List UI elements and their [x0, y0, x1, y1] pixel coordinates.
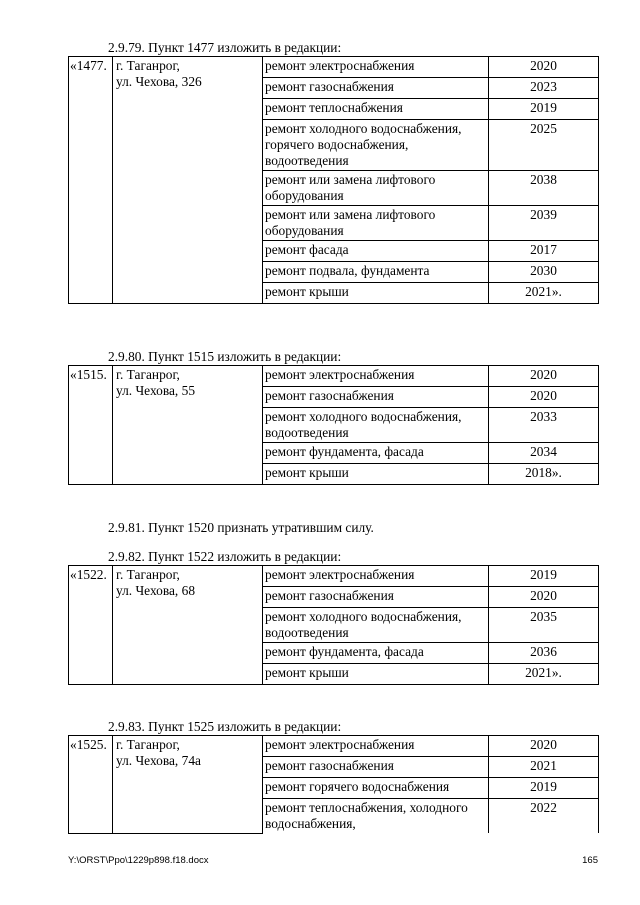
- work-cell: ремонт холодного водоснабжения, водоотведения: [263, 608, 489, 643]
- work-cell: ремонт газоснабжения: [263, 757, 489, 778]
- year-cell: 2021».: [489, 664, 599, 685]
- work-cell: ремонт электроснабжения: [263, 566, 489, 587]
- item-number: «1477.: [69, 57, 113, 304]
- work-cell: ремонт крыши: [263, 664, 489, 685]
- work-cell: ремонт фасада: [263, 241, 489, 262]
- year-cell: 2021: [489, 757, 599, 778]
- year-cell: 2035: [489, 608, 599, 643]
- work-cell: ремонт фундамента, фасада: [263, 443, 489, 464]
- item-number: «1515.: [69, 366, 113, 485]
- year-cell: 2020: [489, 57, 599, 78]
- work-cell: ремонт подвала, фундамента: [263, 262, 489, 283]
- address-street: ул. Чехова, 74а: [116, 753, 201, 768]
- year-cell: 2034: [489, 443, 599, 464]
- repair-schedule-table: [68, 56, 599, 304]
- work-cell: ремонт электроснабжения: [263, 57, 489, 78]
- year-cell: 2020: [489, 387, 599, 408]
- year-cell: 2023: [489, 78, 599, 99]
- year-cell: 2019: [489, 566, 599, 587]
- work-cell: ремонт электроснабжения: [263, 366, 489, 387]
- year-cell: 2039: [489, 206, 599, 241]
- address-city: г. Таганрог,: [116, 367, 180, 382]
- year-cell: 2021».: [489, 283, 599, 304]
- address-street: ул. Чехова, 326: [116, 74, 202, 89]
- table-row: [69, 366, 599, 387]
- work-cell: ремонт фундамента, фасада: [263, 643, 489, 664]
- year-cell: 2033: [489, 408, 599, 443]
- item-number: «1525.: [69, 736, 113, 834]
- section-heading: 2.9.79. Пункт 1477 изложить в редакции:: [108, 40, 342, 55]
- work-cell: ремонт газоснабжения: [263, 587, 489, 608]
- work-cell: ремонт газоснабжения: [263, 78, 489, 99]
- table-row: [69, 736, 599, 757]
- work-cell: ремонт теплоснабжения: [263, 99, 489, 120]
- year-cell: 2017: [489, 241, 599, 262]
- year-cell: 2025: [489, 120, 599, 171]
- table-row: [69, 566, 599, 587]
- year-cell: 2036: [489, 643, 599, 664]
- year-cell: 2020: [489, 587, 599, 608]
- section-heading: 2.9.82. Пункт 1522 изложить в редакции:: [108, 549, 342, 564]
- item-number: «1522.: [69, 566, 113, 685]
- address-street: ул. Чехова, 55: [116, 383, 196, 398]
- address-street: ул. Чехова, 68: [116, 583, 196, 598]
- work-cell: ремонт крыши: [263, 283, 489, 304]
- year-cell: 2030: [489, 262, 599, 283]
- work-cell: ремонт теплоснабжения, холодного водоснабжения,: [263, 799, 489, 834]
- year-cell: 2038: [489, 171, 599, 206]
- section-heading: 2.9.83. Пункт 1525 изложить в редакции:: [108, 719, 342, 734]
- address-cell: [113, 566, 263, 685]
- work-cell: ремонт газоснабжения: [263, 387, 489, 408]
- year-cell: 2018».: [489, 464, 599, 485]
- section-1515: [68, 349, 598, 485]
- repair-schedule-table: [68, 365, 599, 485]
- work-cell: ремонт или замена лифтового оборудования: [263, 206, 489, 241]
- year-cell: 2019: [489, 99, 599, 120]
- address-city: г. Таганрог,: [116, 567, 180, 582]
- year-cell: 2020: [489, 366, 599, 387]
- footer-file-path: Y:\ORST\Ppo\1229p898.f18.docx: [68, 855, 209, 866]
- repair-schedule-table: [68, 735, 599, 834]
- work-cell: ремонт электроснабжения: [263, 736, 489, 757]
- year-cell: 2019: [489, 778, 599, 799]
- address-city: г. Таганрог,: [116, 737, 180, 752]
- section-1477: [68, 40, 598, 304]
- work-cell: ремонт холодного водоснабжения, горячего водоснабжения, водоотведения: [263, 120, 489, 171]
- repair-schedule-table: [68, 565, 599, 685]
- work-cell: ремонт холодного водоснабжения, водоотведения: [263, 408, 489, 443]
- year-cell: 2020: [489, 736, 599, 757]
- work-cell: ремонт горячего водоснабжения: [263, 778, 489, 799]
- address-city: г. Таганрог,: [116, 58, 180, 73]
- address-cell: [113, 57, 263, 304]
- address-cell: [113, 366, 263, 485]
- work-cell: ремонт или замена лифтового оборудования: [263, 171, 489, 206]
- section-1522: [68, 549, 598, 685]
- footer-page-number: 165: [582, 855, 598, 866]
- work-cell: ремонт крыши: [263, 464, 489, 485]
- year-cell: 2022: [489, 799, 599, 834]
- address-cell: [113, 736, 263, 834]
- revocation-paragraph: 2.9.81. Пункт 1520 признать утратившим силу.: [108, 520, 374, 535]
- section-heading: 2.9.80. Пункт 1515 изложить в редакции:: [108, 349, 342, 364]
- section-1525: [68, 719, 598, 834]
- table-row: [69, 57, 599, 78]
